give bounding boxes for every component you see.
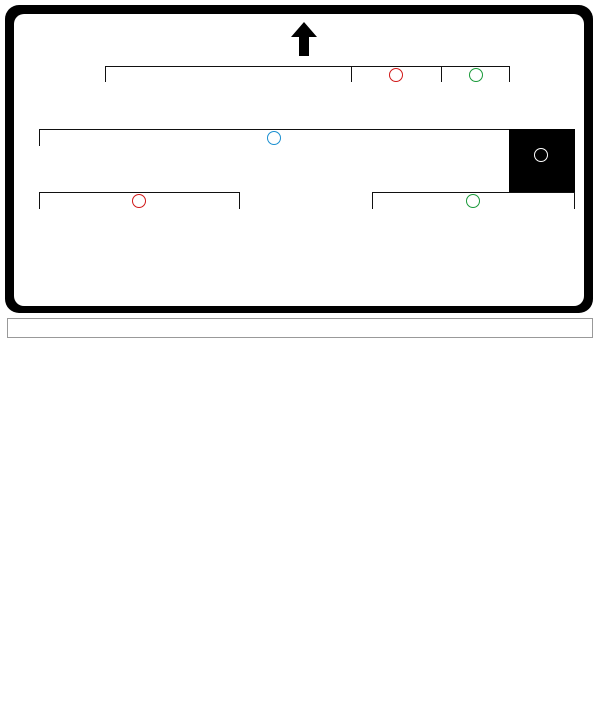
acc-b-group-label <box>442 68 509 86</box>
bat-c-group-label <box>40 131 509 149</box>
fuse-11-number <box>534 148 548 162</box>
up-arrow-icon <box>291 22 317 56</box>
bat-group-bar <box>39 129 510 146</box>
fuse-box-label-face <box>14 14 584 306</box>
group-c-marker <box>267 131 281 145</box>
acc-lower-group-bar <box>372 192 575 209</box>
fuse-table <box>7 318 593 338</box>
group-a-lower-marker <box>132 194 146 208</box>
groups-title <box>8 319 593 338</box>
ign-a-group-label <box>352 68 441 86</box>
group-b-lower-marker <box>466 194 480 208</box>
acc-lower-group-label <box>373 194 574 212</box>
acc-group-bar <box>441 66 510 82</box>
group-a-marker <box>389 68 403 82</box>
ign-group-bar <box>105 66 352 82</box>
fuse-11-cell <box>509 129 575 193</box>
fuse-box-label <box>5 5 593 313</box>
ign-a-group-bar <box>351 66 442 82</box>
group-b-marker <box>469 68 483 82</box>
